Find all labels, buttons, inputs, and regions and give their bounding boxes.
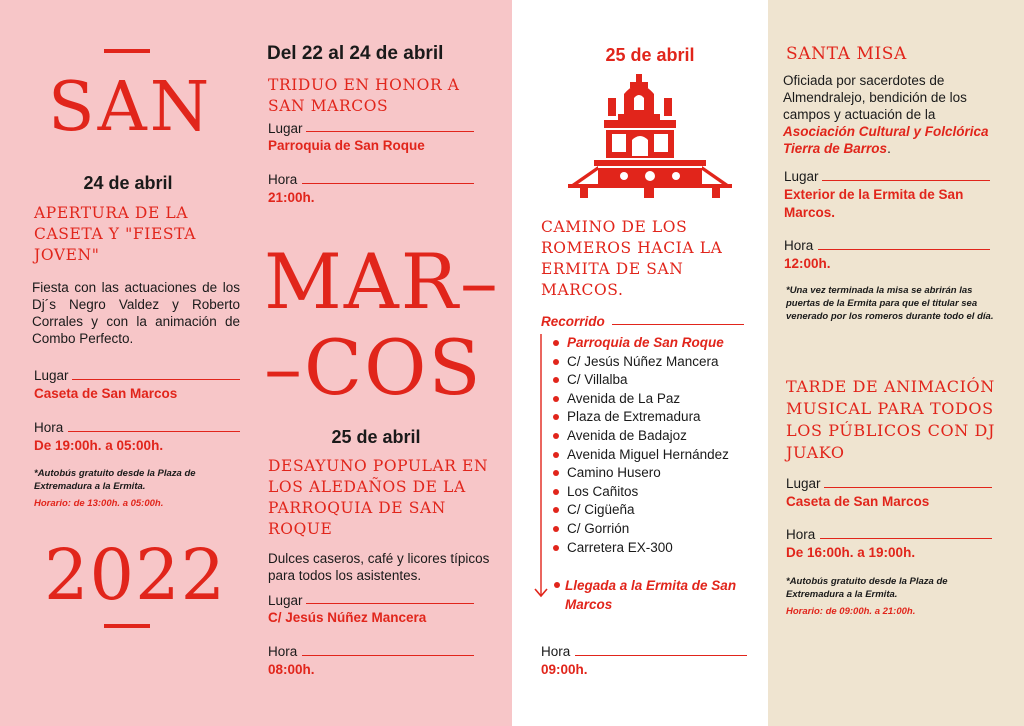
event-title-camino: CAMINO DE LOS ROMEROS HACIA LA ERMITA DE SAN MARCOS. bbox=[541, 218, 723, 299]
date-25-abril-desayuno: 25 de abril bbox=[331, 427, 421, 447]
desayuno-place-label: Lugar bbox=[268, 593, 303, 608]
time-value: De 19:00h. a 05:00h. bbox=[34, 438, 164, 453]
hermitage-icon bbox=[568, 70, 732, 200]
camino-time-label: Hora bbox=[541, 644, 571, 659]
title-year: 2022 bbox=[44, 534, 227, 616]
place-value: Caseta de San Marcos bbox=[34, 386, 178, 401]
santa-misa-time-label: Hora bbox=[784, 238, 814, 253]
arrival-text: Llegada a la Ermita de San Marcos bbox=[565, 578, 737, 612]
place-line bbox=[72, 379, 240, 380]
date-22-24-abril: Del 22 al 24 de abril bbox=[267, 43, 444, 64]
tarde-bus-note: *Autobús gratuito desde la Plaza de Extremadura a la Ermita. bbox=[786, 576, 948, 600]
tarde-time-label: Hora bbox=[786, 527, 816, 542]
santa-misa-desc-org: Asociación Cultural y Folclórica Tierra de Barros bbox=[783, 124, 989, 156]
tarde-place-label: Lugar bbox=[786, 476, 821, 491]
santa-misa-desc-end: . bbox=[887, 141, 891, 156]
event-title-tarde: TARDE DE ANIMACIÓN MUSICAL PARA TODOS LOS PÚBLICOS CON DJ JUAKO bbox=[786, 377, 995, 462]
desayuno-time-label: Hora bbox=[268, 644, 298, 659]
triduo-place-label: Lugar bbox=[268, 121, 303, 136]
event-title-santa-misa: SANTA MISA bbox=[786, 44, 907, 64]
triduo-time-label: Hora bbox=[268, 172, 298, 187]
route-item: Avenida de La Paz bbox=[553, 390, 768, 409]
event-description: Fiesta con las actuaciones de los Dj´s Negro Valdez y Roberto Corrales y con la animación de Combo Perfecto. bbox=[32, 280, 240, 346]
tarde-place-line bbox=[824, 487, 992, 488]
triduo-place-value: Parroquia de San Roque bbox=[268, 138, 425, 153]
tarde-time-value: De 16:00h. a 19:00h. bbox=[786, 545, 916, 560]
route-item: C/ Villalba bbox=[553, 371, 768, 390]
route-item: Avenida de Badajoz bbox=[553, 427, 768, 446]
santa-misa-place-line bbox=[822, 180, 990, 181]
event-title-triduo: TRIDUO EN HONOR A SAN MARCOS bbox=[268, 76, 460, 115]
route-item: Avenida Miguel Hernández bbox=[553, 446, 768, 465]
bus-schedule: Horario: de 13:00h. a 05:00h. bbox=[34, 498, 164, 509]
route-label: Recorrido bbox=[541, 314, 605, 329]
triduo-place-line bbox=[306, 131, 474, 132]
santa-misa-time-line bbox=[818, 249, 990, 250]
triduo-time-line bbox=[302, 183, 474, 184]
title-san: SAN bbox=[48, 68, 213, 147]
santa-misa-desc-pre: Oficiada por sacerdotes de Almendralejo, bendición de los campos y actuación de la bbox=[783, 73, 967, 122]
route-item: C/ Gorrión bbox=[553, 520, 768, 539]
santa-misa-time-value: 12:00h. bbox=[784, 256, 831, 271]
panel-4 bbox=[768, 0, 1024, 726]
date-25-abril-camino: 25 de abril bbox=[605, 45, 695, 65]
tarde-bus-schedule: Horario: de 09:00h. a 21:00h. bbox=[786, 606, 916, 617]
desayuno-time-value: 08:00h. bbox=[268, 662, 315, 677]
santa-misa-place-label: Lugar bbox=[784, 169, 819, 184]
tarde-time-line bbox=[820, 538, 992, 539]
title-cos: –COS bbox=[264, 323, 483, 412]
santa-misa-description bbox=[783, 72, 1005, 157]
panel-2 bbox=[256, 0, 512, 726]
event-title-desayuno: DESAYUNO POPULAR EN LOS ALEDAÑOS DE LA PARROQUIA DE SAN ROQUE bbox=[268, 457, 489, 538]
arrow-down-icon bbox=[534, 334, 548, 598]
route-item: Los Cañitos bbox=[553, 483, 768, 502]
camino-time-value: 09:00h. bbox=[541, 662, 588, 677]
desayuno-time-line bbox=[302, 655, 474, 656]
date-24-abril: 24 de abril bbox=[83, 173, 173, 193]
route-line bbox=[612, 324, 744, 325]
place-label: Lugar bbox=[34, 368, 69, 383]
panel-1 bbox=[0, 0, 256, 726]
triduo-time-value: 21:00h. bbox=[268, 190, 315, 205]
title-bar-bottom bbox=[104, 624, 150, 628]
arrival-bullet bbox=[554, 582, 560, 588]
route-item: C/ Cigüeña bbox=[553, 501, 768, 520]
time-label: Hora bbox=[34, 420, 64, 435]
tarde-place-value: Caseta de San Marcos bbox=[786, 494, 930, 509]
desayuno-place-line bbox=[306, 603, 474, 604]
route-item: Carretera EX-300 bbox=[553, 539, 768, 558]
route-list bbox=[553, 334, 768, 557]
time-line bbox=[68, 431, 240, 432]
santa-misa-place-value: Exterior de la Ermita de San Marcos. bbox=[784, 187, 964, 220]
route-item: Parroquia de San Roque bbox=[553, 334, 768, 353]
route-item: Camino Husero bbox=[553, 464, 768, 483]
title-bar-top bbox=[104, 49, 150, 53]
desayuno-place-value: C/ Jesús Núñez Mancera bbox=[268, 610, 427, 625]
event-title-apertura: APERTURA DE LA CASETA Y "FIESTA JOVEN" bbox=[34, 204, 196, 264]
panel-3 bbox=[512, 0, 768, 726]
desayuno-description: Dulces caseros, café y licores típicos para todos los asistentes. bbox=[268, 551, 490, 583]
santa-misa-note: *Una vez terminada la misa se abrirán las puertas de la Ermita para que el titular sea venerado por los romeros durante todo el día. bbox=[786, 285, 994, 322]
title-mar: MAR– bbox=[264, 237, 500, 326]
route-item: C/ Jesús Núñez Mancera bbox=[553, 353, 768, 372]
camino-time-line bbox=[575, 655, 747, 656]
bus-note: *Autobús gratuito desde la Plaza de Extremadura a la Ermita. bbox=[34, 468, 196, 492]
route-item: Plaza de Extremadura bbox=[553, 408, 768, 427]
